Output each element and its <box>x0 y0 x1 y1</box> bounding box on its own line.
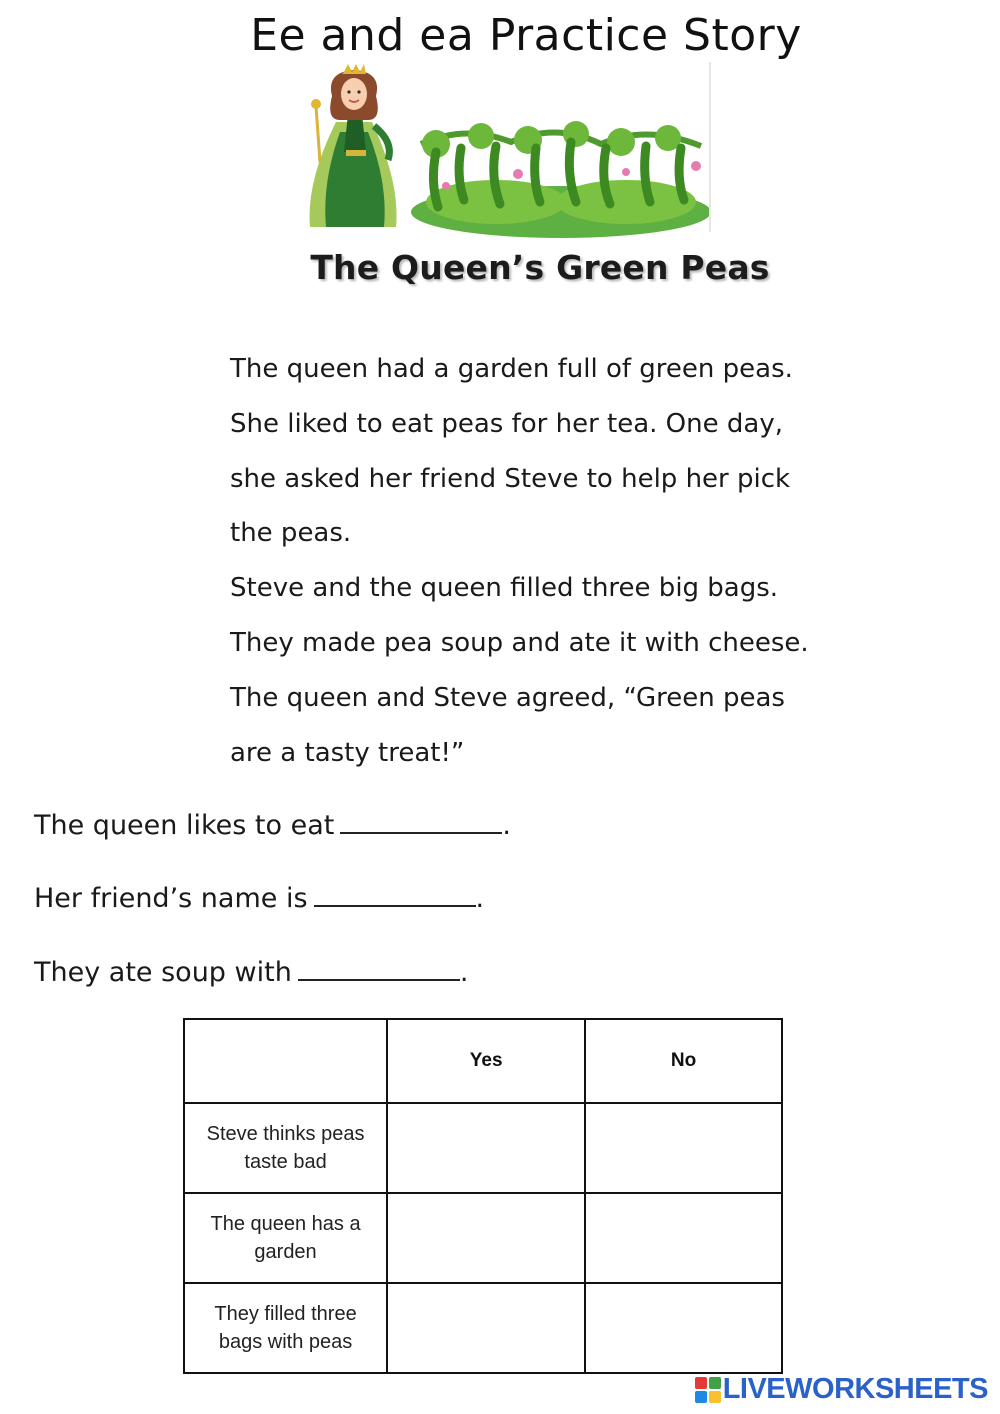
answer-blank[interactable] <box>298 957 460 981</box>
question-end: . <box>459 957 469 988</box>
table-header-row <box>184 1019 782 1103</box>
story-line: The queen had a garden full of green peas. <box>230 354 793 384</box>
question-2 <box>34 883 484 914</box>
page-title: Ee and ea Practice Story <box>250 10 802 61</box>
table-row <box>184 1283 782 1373</box>
table-corner-cell <box>184 1019 387 1103</box>
story-title: The Queen’s Green Peas <box>310 248 770 287</box>
answer-blank[interactable] <box>314 883 476 907</box>
question-3 <box>34 957 468 988</box>
table-row <box>184 1103 782 1193</box>
question-prompt: The queen likes to eat <box>34 810 335 841</box>
column-header-yes: Yes <box>387 1019 585 1103</box>
pea-plants-icon <box>411 62 711 238</box>
question-prompt: Her friend’s name is <box>34 883 308 914</box>
brand-name: LIVEWORKSHEETS <box>722 1373 988 1405</box>
yes-no-table <box>183 1018 783 1374</box>
no-answer-cell[interactable] <box>585 1103 782 1193</box>
statement-cell: Steve thinks peas taste bad <box>184 1103 387 1193</box>
statement-cell: The queen has a garden <box>184 1193 387 1283</box>
story-line: are a tasty treat!” <box>230 737 465 768</box>
column-header-no: No <box>585 1019 782 1103</box>
question-end: . <box>475 883 485 914</box>
liveworksheets-logo-icon <box>695 1377 721 1403</box>
yes-answer-cell[interactable] <box>387 1193 585 1283</box>
statement-cell: They filled three bags with peas <box>184 1283 387 1373</box>
no-answer-cell[interactable] <box>585 1283 782 1373</box>
story-line: she asked her friend Steve to help her pick <box>230 463 791 494</box>
question-1 <box>34 810 511 841</box>
answer-blank[interactable] <box>340 810 502 834</box>
story-text <box>230 342 870 780</box>
no-answer-cell[interactable] <box>585 1193 782 1283</box>
queen-icon <box>310 64 397 227</box>
story-line: They made pea soup and ate it with cheese. <box>230 627 809 658</box>
story-line: She liked to eat peas for her tea. One day, <box>230 408 783 439</box>
yes-answer-cell[interactable] <box>387 1103 585 1193</box>
yes-answer-cell[interactable] <box>387 1283 585 1373</box>
table-row <box>184 1193 782 1283</box>
story-illustration <box>296 62 716 240</box>
story-line: The queen and Steve agreed, “Green peas <box>230 682 785 713</box>
story-line: the peas. <box>230 518 352 549</box>
question-prompt: They ate soup with <box>34 957 292 988</box>
liveworksheets-logo[interactable] <box>695 1373 988 1406</box>
story-line: Steve and the queen filled three big bags. <box>230 573 779 604</box>
question-end: . <box>502 810 511 841</box>
